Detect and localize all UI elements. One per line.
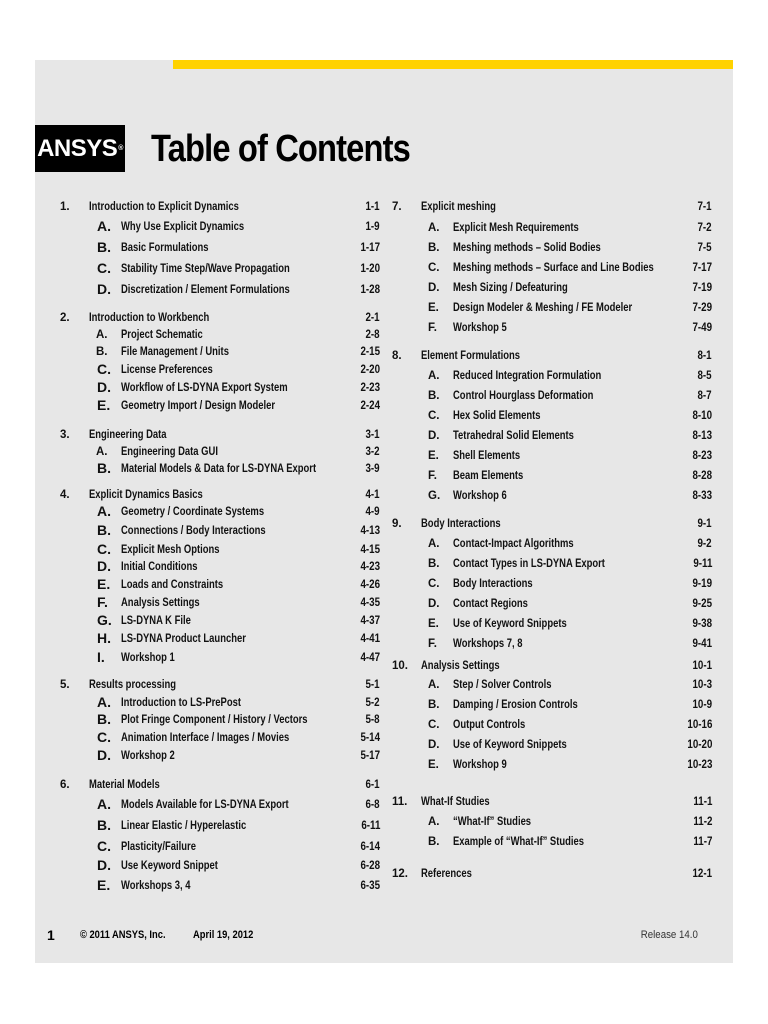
- subsection-title: Meshing methods – Surface and Line Bodies: [453, 262, 654, 274]
- subsection-title: Explicit Mesh Options: [121, 544, 220, 556]
- section-page: 4-1: [365, 489, 380, 501]
- subsection-title: Shell Elements: [453, 450, 521, 462]
- subsection-page: 11-7: [692, 836, 712, 848]
- toc-subsection-row[interactable]: [60, 577, 380, 597]
- logo-registered-mark: ®: [118, 145, 123, 152]
- subsection-page: 7-5: [697, 242, 712, 254]
- section-title: Introduction to Explicit Dynamics: [89, 201, 239, 213]
- subsection-page: 5-17: [360, 750, 380, 762]
- subsection-letter: E.: [97, 397, 111, 413]
- section-page: 2-1: [365, 312, 380, 324]
- section-title: Explicit meshing: [421, 201, 496, 213]
- subsection-title: Geometry Import / Design Modeler: [121, 400, 276, 412]
- subsection-letter: A.: [428, 679, 440, 691]
- subsection-letter: G.: [97, 612, 112, 628]
- subsection-title: “What-If” Studies: [453, 816, 532, 828]
- subsection-page: 2-15: [360, 346, 380, 358]
- subsection-page: 9-11: [692, 558, 712, 570]
- subsection-letter: A.: [97, 796, 111, 812]
- subsection-letter: E.: [428, 450, 439, 462]
- subsection-letter: I.: [97, 649, 105, 665]
- section-number: 9.: [392, 518, 402, 530]
- subsection-letter: D.: [97, 558, 111, 574]
- subsection-page: 8-28: [692, 470, 712, 482]
- toc-subsection-row[interactable]: [60, 261, 380, 281]
- toc-section-row[interactable]: [60, 199, 380, 219]
- subsection-letter: B.: [428, 699, 440, 711]
- subsection-page: 3-2: [365, 446, 380, 458]
- toc-subsection-row[interactable]: [392, 556, 712, 576]
- subsection-letter: A.: [428, 222, 440, 234]
- subsection-page: 9-19: [692, 578, 712, 590]
- section-number: 12.: [392, 868, 408, 880]
- subsection-title: Analysis Settings: [121, 597, 200, 609]
- section-title: Results processing: [89, 679, 176, 691]
- subsection-title: License Preferences: [121, 364, 213, 376]
- subsection-page: 9-41: [692, 638, 712, 650]
- subsection-letter: A.: [96, 329, 108, 341]
- toc-subsection-row[interactable]: [392, 834, 712, 854]
- toc-section-row[interactable]: [392, 866, 712, 886]
- subsection-letter: E.: [428, 618, 439, 630]
- subsection-page: 4-37: [360, 615, 380, 627]
- subsection-title: Linear Elastic / Hyperelastic: [121, 820, 247, 832]
- subsection-title: Beam Elements: [453, 470, 524, 482]
- subsection-page: 8-7: [697, 390, 712, 402]
- section-title: Analysis Settings: [421, 660, 500, 672]
- release: Release 14.0: [640, 929, 698, 941]
- subsection-page: 1-28: [360, 284, 380, 296]
- subsection-title: Mesh Sizing / Defeaturing: [453, 282, 568, 294]
- subsection-letter: B.: [97, 460, 111, 476]
- subsection-title: Step / Solver Controls: [453, 679, 552, 691]
- subsection-letter: F.: [97, 594, 108, 610]
- toc-subsection-row[interactable]: [392, 388, 712, 408]
- subsection-page: 10-16: [686, 719, 712, 731]
- subsection-page: 7-19: [692, 282, 712, 294]
- subsection-title: Workshop 5: [453, 322, 507, 334]
- toc-subsection-row[interactable]: [392, 260, 712, 280]
- toc-section-row[interactable]: [392, 794, 712, 814]
- section-title: Introduction to Workbench: [89, 312, 210, 324]
- subsection-letter: B.: [428, 390, 440, 402]
- subsection-title: File Management / Units: [121, 346, 229, 358]
- subsection-letter: B.: [428, 836, 440, 848]
- subsection-title: Animation Interface / Images / Movies: [121, 732, 290, 744]
- subsection-page: 8-33: [692, 490, 712, 502]
- subsection-title: Use Keyword Snippet: [121, 860, 218, 872]
- subsection-page: 6-14: [360, 841, 380, 853]
- subsection-page: 6-35: [360, 880, 380, 892]
- subsection-title: Meshing methods – Solid Bodies: [453, 242, 601, 254]
- subsection-letter: A.: [97, 694, 111, 710]
- toc-subsection-row[interactable]: [60, 878, 380, 898]
- subsection-title: Explicit Mesh Requirements: [453, 222, 579, 234]
- subsection-page: 2-24: [360, 400, 380, 412]
- toc-subsection-row[interactable]: [60, 240, 380, 260]
- subsection-page: 7-29: [692, 302, 712, 314]
- toc-subsection-row[interactable]: [392, 280, 712, 300]
- subsection-title: Plasticity/Failure: [121, 841, 196, 853]
- subsection-letter: A.: [428, 370, 440, 382]
- subsection-page: 7-2: [697, 222, 712, 234]
- subsection-letter: C.: [97, 541, 111, 557]
- subsection-title: Design Modeler & Meshing / FE Modeler: [453, 302, 633, 314]
- subsection-letter: F.: [428, 638, 437, 650]
- subsection-letter: F.: [428, 470, 437, 482]
- subsection-page: 10-9: [692, 699, 712, 711]
- subsection-letter: D.: [428, 739, 440, 751]
- subsection-page: 8-23: [692, 450, 712, 462]
- toc-subsection-row[interactable]: [60, 461, 380, 481]
- subsection-page: 8-10: [692, 410, 712, 422]
- section-title: Explicit Dynamics Basics: [89, 489, 203, 501]
- subsection-title: Use of Keyword Snippets: [453, 618, 567, 630]
- subsection-letter: A.: [96, 446, 108, 458]
- section-number: 3.: [60, 429, 70, 441]
- subsection-letter: B.: [97, 522, 111, 538]
- subsection-title: Workshop 2: [121, 750, 175, 762]
- subsection-letter: D.: [428, 598, 440, 610]
- ansys-logo: [35, 125, 125, 172]
- subsection-page: 9-25: [692, 598, 712, 610]
- subsection-title: Contact-Impact Algorithms: [453, 538, 574, 550]
- subsection-title: Contact Types in LS-DYNA Export: [453, 558, 605, 570]
- subsection-letter: B.: [97, 817, 111, 833]
- section-title: Material Models: [89, 779, 160, 791]
- subsection-title: Tetrahedral Solid Elements: [453, 430, 574, 442]
- toc-subsection-row[interactable]: [392, 757, 712, 777]
- subsection-title: Project Schematic: [121, 329, 203, 341]
- subsection-page: 9-2: [697, 538, 712, 550]
- toc-subsection-row[interactable]: [60, 219, 380, 239]
- subsection-title: Damping / Erosion Controls: [453, 699, 578, 711]
- section-title: What-If Studies: [421, 796, 490, 808]
- subsection-letter: A.: [97, 218, 111, 234]
- subsection-letter: D.: [428, 282, 440, 294]
- toc-subsection-row[interactable]: [60, 631, 380, 651]
- toc-subsection-row[interactable]: [392, 697, 712, 717]
- section-page: 8-1: [697, 350, 712, 362]
- subsection-title: Basic Formulations: [121, 242, 209, 254]
- subsection-title: Reduced Integration Formulation: [453, 370, 602, 382]
- accent-bar: [173, 60, 733, 69]
- subsection-letter: C.: [428, 719, 440, 731]
- subsection-page: 2-23: [360, 382, 380, 394]
- toc-subsection-row[interactable]: [392, 616, 712, 636]
- toc-subsection-row[interactable]: [392, 737, 712, 757]
- subsection-title: Control Hourglass Deformation: [453, 390, 594, 402]
- subsection-letter: C.: [97, 260, 111, 276]
- section-number: 11.: [392, 796, 408, 808]
- subsection-letter: B.: [428, 242, 440, 254]
- toc-section-row[interactable]: [60, 777, 380, 797]
- subsection-title: Output Controls: [453, 719, 526, 731]
- toc-subsection-row[interactable]: [60, 523, 380, 543]
- subsection-letter: D.: [97, 747, 111, 763]
- subsection-letter: E.: [97, 877, 111, 893]
- subsection-letter: B.: [97, 239, 111, 255]
- subsection-title: Loads and Constraints: [121, 579, 224, 591]
- toc-subsection-row[interactable]: [392, 814, 712, 834]
- subsection-title: Discretization / Element Formulations: [121, 284, 290, 296]
- toc-subsection-row[interactable]: [392, 576, 712, 596]
- date: April 19, 2012: [193, 929, 254, 941]
- toc-section-row[interactable]: [392, 658, 712, 678]
- subsection-page: 4-23: [360, 561, 380, 573]
- subsection-letter: C.: [97, 361, 111, 377]
- section-title: Engineering Data: [89, 429, 167, 441]
- subsection-title: Connections / Body Interactions: [121, 525, 266, 537]
- subsection-letter: D.: [97, 379, 111, 395]
- subsection-title: Initial Conditions: [121, 561, 198, 573]
- section-page: 12-1: [692, 868, 712, 880]
- section-page: 11-1: [692, 796, 712, 808]
- section-number: 1.: [60, 201, 70, 213]
- subsection-title: Workflow of LS-DYNA Export System: [121, 382, 288, 394]
- toc-subsection-row[interactable]: [60, 398, 380, 418]
- page-title: Table of Contents: [151, 128, 410, 170]
- toc-subsection-row[interactable]: [392, 636, 712, 656]
- subsection-title: Plot Fringe Component / History / Vectors: [121, 714, 308, 726]
- toc-subsection-row[interactable]: [392, 488, 712, 508]
- toc-subsection-row[interactable]: [60, 818, 380, 838]
- subsection-letter: C.: [428, 262, 440, 274]
- subsection-title: Use of Keyword Snippets: [453, 739, 567, 751]
- subsection-page: 4-9: [365, 506, 380, 518]
- subsection-letter: E.: [97, 576, 111, 592]
- copyright: © 2011 ANSYS, Inc.: [80, 929, 166, 941]
- subsection-letter: D.: [97, 857, 111, 873]
- toc-subsection-row[interactable]: [60, 650, 380, 670]
- subsection-title: Body Interactions: [453, 578, 533, 590]
- subsection-letter: C.: [97, 729, 111, 745]
- subsection-page: 5-8: [365, 714, 380, 726]
- subsection-letter: E.: [428, 759, 439, 771]
- toc-subsection-row[interactable]: [392, 677, 712, 697]
- toc-section-row[interactable]: [392, 348, 712, 368]
- subsection-title: Contact Regions: [453, 598, 528, 610]
- toc-subsection-row[interactable]: [392, 240, 712, 260]
- subsection-letter: A.: [428, 816, 440, 828]
- subsection-page: 6-28: [360, 860, 380, 872]
- section-page: 7-1: [697, 201, 712, 213]
- section-page: 6-1: [365, 779, 380, 791]
- subsection-page: 4-41: [360, 633, 380, 645]
- subsection-page: 10-23: [686, 759, 712, 771]
- subsection-title: Why Use Explicit Dynamics: [121, 221, 245, 233]
- toc-subsection-row[interactable]: [392, 408, 712, 428]
- toc-subsection-row[interactable]: [392, 536, 712, 556]
- subsection-letter: A.: [97, 503, 111, 519]
- subsection-title: LS-DYNA Product Launcher: [121, 633, 246, 645]
- section-number: 8.: [392, 350, 402, 362]
- subsection-page: 7-17: [692, 262, 712, 274]
- subsection-page: 7-49: [692, 322, 712, 334]
- toc-subsection-row[interactable]: [60, 504, 380, 524]
- toc-subsection-row[interactable]: [60, 839, 380, 859]
- toc-subsection-row[interactable]: [60, 858, 380, 878]
- subsection-page: 1-9: [365, 221, 380, 233]
- subsection-page: 4-13: [360, 525, 380, 537]
- section-page: 3-1: [365, 429, 380, 441]
- subsection-letter: C.: [97, 838, 111, 854]
- subsection-letter: D.: [97, 281, 111, 297]
- subsection-letter: F.: [428, 322, 437, 334]
- subsection-page: 10-3: [692, 679, 712, 691]
- subsection-page: 2-8: [365, 329, 380, 341]
- toc-subsection-row[interactable]: [392, 596, 712, 616]
- section-number: 4.: [60, 489, 70, 501]
- subsection-title: Introduction to LS-PrePost: [121, 697, 241, 709]
- subsection-page: 11-2: [692, 816, 712, 828]
- subsection-page: 6-11: [360, 820, 380, 832]
- subsection-title: Hex Solid Elements: [453, 410, 541, 422]
- section-title: References: [421, 868, 472, 880]
- subsection-letter: B.: [428, 558, 440, 570]
- subsection-letter: A.: [428, 538, 440, 550]
- subsection-page: 8-13: [692, 430, 712, 442]
- toc-subsection-row[interactable]: [60, 797, 380, 817]
- section-page: 10-1: [692, 660, 712, 672]
- toc-subsection-row[interactable]: [60, 282, 380, 302]
- subsection-letter: B.: [97, 711, 111, 727]
- toc-section-row[interactable]: [392, 199, 712, 219]
- subsection-title: Material Models & Data for LS-DYNA Export: [121, 463, 317, 475]
- subsection-title: Example of “What-If” Studies: [453, 836, 584, 848]
- subsection-page: 9-38: [692, 618, 712, 630]
- subsection-title: Stability Time Step/Wave Propagation: [121, 263, 290, 275]
- toc-subsection-row[interactable]: [392, 448, 712, 468]
- toc-subsection-row[interactable]: [392, 300, 712, 320]
- subsection-title: Workshop 6: [453, 490, 507, 502]
- toc-subsection-row[interactable]: [392, 368, 712, 388]
- subsection-title: Workshop 1: [121, 652, 175, 664]
- subsection-title: LS-DYNA K File: [121, 615, 191, 627]
- subsection-title: Models Available for LS-DYNA Export: [121, 799, 289, 811]
- subsection-page: 8-5: [697, 370, 712, 382]
- subsection-letter: B.: [96, 346, 108, 358]
- slide-number: 1: [47, 927, 55, 943]
- toc-subsection-row[interactable]: [392, 320, 712, 340]
- toc-subsection-row[interactable]: [392, 468, 712, 488]
- subsection-page: 3-9: [365, 463, 380, 475]
- subsection-page: 4-15: [360, 544, 380, 556]
- section-page: 5-1: [365, 679, 380, 691]
- subsection-letter: H.: [97, 630, 111, 646]
- section-title: Body Interactions: [421, 518, 501, 530]
- subsection-page: 4-47: [360, 652, 380, 664]
- subsection-letter: C.: [428, 410, 440, 422]
- section-number: 5.: [60, 679, 70, 691]
- subsection-page: 2-20: [360, 364, 380, 376]
- toc-subsection-row[interactable]: [392, 428, 712, 448]
- subsection-page: 6-8: [365, 799, 380, 811]
- subsection-letter: E.: [428, 302, 439, 314]
- subsection-page: 1-20: [360, 263, 380, 275]
- section-number: 2.: [60, 312, 70, 324]
- section-page: 9-1: [697, 518, 712, 530]
- subsection-title: Workshops 7, 8: [453, 638, 523, 650]
- toc-subsection-row[interactable]: [392, 717, 712, 737]
- subsection-page: 5-2: [365, 697, 380, 709]
- section-number: 10.: [392, 660, 408, 672]
- subsection-page: 5-14: [360, 732, 380, 744]
- subsection-title: Workshops 3, 4: [121, 880, 191, 892]
- section-number: 6.: [60, 779, 70, 791]
- subsection-title: Engineering Data GUI: [121, 446, 218, 458]
- subsection-page: 10-20: [686, 739, 712, 751]
- subsection-page: 4-26: [360, 579, 380, 591]
- toc-subsection-row[interactable]: [60, 748, 380, 768]
- subsection-letter: D.: [428, 430, 440, 442]
- subsection-letter: C.: [428, 578, 440, 590]
- section-number: 7.: [392, 201, 402, 213]
- subsection-letter: G.: [428, 490, 441, 502]
- subsection-title: Workshop 9: [453, 759, 507, 771]
- subsection-page: 1-17: [360, 242, 380, 254]
- subsection-page: 4-35: [360, 597, 380, 609]
- toc-subsection-row[interactable]: [392, 220, 712, 240]
- logo-text: ANSYS: [37, 134, 118, 162]
- subsection-title: Geometry / Coordinate Systems: [121, 506, 265, 518]
- toc-section-row[interactable]: [392, 516, 712, 536]
- section-title: Element Formulations: [421, 350, 521, 362]
- section-page: 1-1: [365, 201, 380, 213]
